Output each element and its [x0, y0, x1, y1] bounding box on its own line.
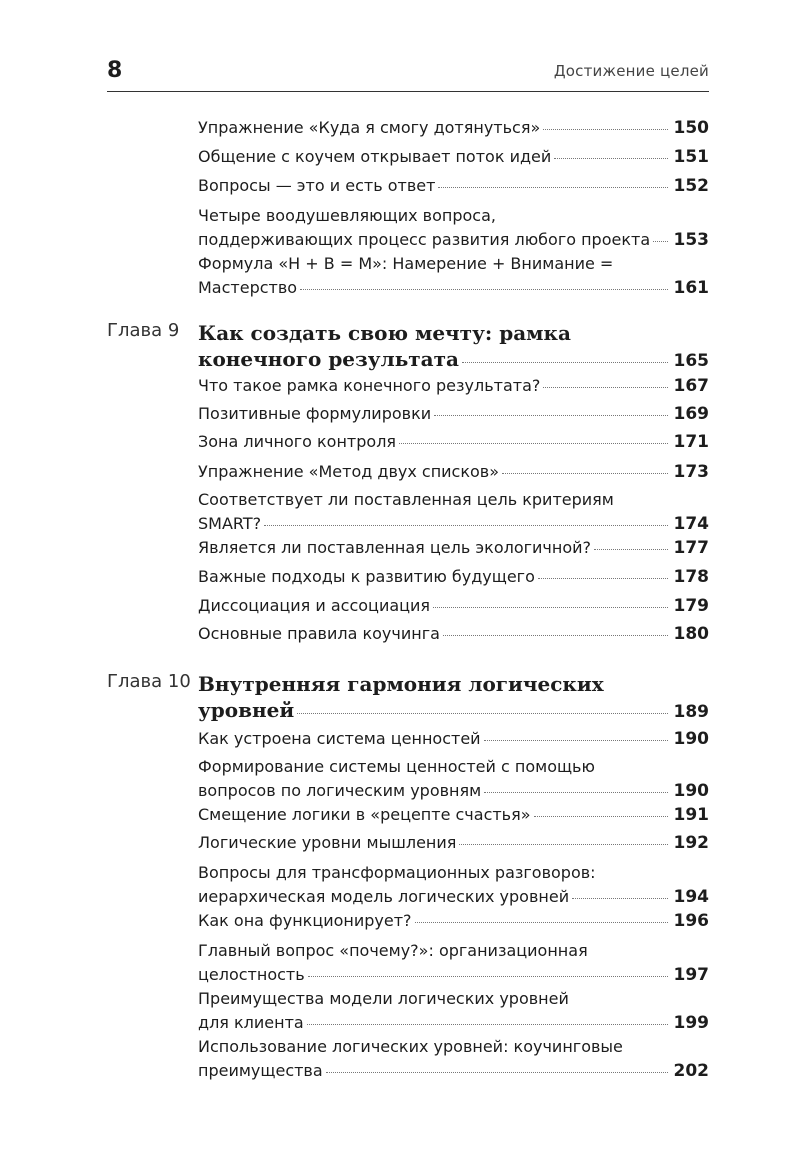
chapter-title-line: Как создать свою мечту: рамка: [198, 321, 571, 345]
dot-leader: [297, 713, 667, 714]
dot-leader: [538, 578, 668, 579]
dot-leader: [415, 922, 668, 923]
chapter-title-line: Внутренняя гармония логических: [198, 672, 604, 696]
dot-leader: [438, 187, 667, 188]
toc-entry[interactable]: [198, 727, 709, 751]
toc-entry-text: Формирование системы ценностей с помощью: [198, 757, 595, 776]
toc-entry-text: Формула «Н + В = М»: Намерение + Внимание =: [198, 254, 614, 273]
header-rule: [107, 91, 709, 92]
dot-leader: [462, 362, 668, 363]
toc-entry[interactable]: [198, 145, 709, 169]
toc-entry-text: Важные подходы к развитию будущего: [198, 567, 535, 586]
toc-entry-text: целостность: [198, 965, 305, 984]
toc-entry[interactable]: [198, 831, 709, 855]
page-ref: 178: [673, 567, 709, 587]
page-ref: 150: [673, 118, 709, 138]
toc-entry[interactable]: [198, 536, 709, 560]
toc-entry-text: Вопросы для трансформационных разговоров:: [198, 863, 596, 882]
dot-leader: [534, 816, 668, 817]
toc-entry-text: Что такое рамка конечного результата?: [198, 376, 541, 395]
toc-entry-text: Четыре воодушевляющих вопроса,: [198, 206, 496, 225]
toc-entry[interactable]: [198, 488, 709, 536]
chapter-title-entry[interactable]: [198, 671, 709, 725]
dot-leader: [399, 443, 667, 444]
toc-entry-text: Основные правила коучинга: [198, 624, 440, 643]
page-ref: 161: [673, 278, 709, 298]
dot-leader: [572, 898, 667, 899]
toc-entry-text: Преимущества модели логических уровней: [198, 989, 569, 1008]
page-ref: 151: [673, 147, 709, 167]
dot-leader: [308, 976, 668, 977]
dot-leader: [326, 1072, 668, 1073]
page-ref: 194: [673, 887, 709, 907]
toc-entry-text: иерархическая модель логических уровней: [198, 887, 570, 906]
toc-entry-text: преимущества: [198, 1061, 323, 1080]
chapter-label: Глава 9: [107, 320, 180, 341]
toc-entry[interactable]: [198, 174, 709, 198]
toc-entry[interactable]: [198, 565, 709, 589]
dot-leader: [543, 129, 667, 130]
toc-entry-text: Логические уровни мышления: [198, 833, 457, 852]
dot-leader: [594, 549, 667, 550]
toc-entry[interactable]: [198, 755, 709, 803]
toc-entry-text: поддерживающих процесс развития любого проекта: [198, 230, 651, 249]
page-ref: 165: [673, 351, 709, 371]
page-ref: 173: [673, 462, 709, 482]
running-head: Достижение целей: [553, 62, 709, 80]
toc-entry-text: вопросов по логическим уровням: [198, 781, 482, 800]
page-number: 8: [107, 58, 123, 83]
toc-entry-text: Упражнение «Метод двух списков»: [198, 462, 500, 481]
toc-entry[interactable]: [198, 430, 709, 454]
toc-entry-text: Диссоциация и ассоциация: [198, 596, 431, 615]
page-ref: 171: [673, 432, 709, 452]
page-ref: 174: [673, 514, 709, 534]
dot-leader: [459, 844, 667, 845]
toc-entry-text: Упражнение «Куда я смогу дотянуться»: [198, 118, 541, 137]
page-ref: 153: [673, 230, 709, 250]
toc-entry[interactable]: [198, 460, 709, 484]
toc-entry[interactable]: [198, 909, 709, 933]
page-ref: 196: [673, 911, 709, 931]
page-ref: 192: [673, 833, 709, 853]
toc-entry-text: Мастерство: [198, 278, 298, 297]
dot-leader: [484, 740, 668, 741]
page-ref: 199: [673, 1013, 709, 1033]
toc-entry-text: Общение с коучем открывает поток идей: [198, 147, 552, 166]
toc-entry[interactable]: [198, 861, 709, 909]
page-ref: 190: [673, 729, 709, 749]
toc-entry-text: Соответствует ли поставленная цель критериям: [198, 490, 614, 509]
toc-entry[interactable]: [198, 939, 709, 987]
chapter-title-line: конечного результата: [198, 347, 459, 371]
page-ref: 167: [673, 376, 709, 396]
toc-entry-text: Как устроена система ценностей: [198, 729, 481, 748]
dot-leader: [307, 1024, 668, 1025]
page-ref: 179: [673, 596, 709, 616]
dot-leader: [543, 387, 667, 388]
toc-entry-text: Как она функционирует?: [198, 911, 412, 930]
toc-entry[interactable]: [198, 594, 709, 618]
toc-entry-text: Вопросы — это и есть ответ: [198, 176, 436, 195]
toc-entry-text: Зона личного контроля: [198, 432, 397, 451]
toc-entry[interactable]: [198, 116, 709, 140]
toc-entry[interactable]: [198, 987, 709, 1035]
page-ref: 180: [673, 624, 709, 644]
toc-entry-text: Главный вопрос «почему?»: организационная: [198, 941, 588, 960]
dot-leader: [653, 241, 667, 242]
toc-entry[interactable]: [198, 803, 709, 827]
dot-leader: [433, 607, 667, 608]
dot-leader: [264, 525, 667, 526]
page-ref: 190: [673, 781, 709, 801]
toc-entry-text: для клиента: [198, 1013, 304, 1032]
toc-entry-text: Позитивные формулировки: [198, 404, 432, 423]
toc-entry[interactable]: [198, 402, 709, 426]
toc-entry[interactable]: [198, 374, 709, 398]
toc-entry[interactable]: [198, 252, 709, 300]
toc-entry-text: Является ли поставленная цель экологичной?: [198, 538, 592, 557]
page-ref: 197: [673, 965, 709, 985]
page-ref: 189: [673, 702, 709, 722]
chapter-title-line: уровней: [198, 698, 295, 722]
dot-leader: [443, 635, 668, 636]
toc-entry[interactable]: [198, 622, 709, 646]
dot-leader: [554, 158, 667, 159]
chapter-title-entry[interactable]: [198, 320, 709, 374]
toc-entry-text: Использование логических уровней: коучинговые: [198, 1037, 623, 1056]
page-ref: 152: [673, 176, 709, 196]
page-ref: 202: [673, 1061, 709, 1081]
dot-leader: [502, 473, 667, 474]
dot-leader: [300, 289, 667, 290]
page-ref: 191: [673, 805, 709, 825]
dot-leader: [434, 415, 667, 416]
toc-entry[interactable]: [198, 1035, 709, 1083]
chapter-label: Глава 10: [107, 671, 191, 692]
toc-entry[interactable]: [198, 204, 709, 252]
page-ref: 169: [673, 404, 709, 424]
toc-entry-text: Смещение логики в «рецепте счастья»: [198, 805, 531, 824]
dot-leader: [484, 792, 667, 793]
page-ref: 177: [673, 538, 709, 558]
toc-entry-text: SMART?: [198, 514, 262, 533]
